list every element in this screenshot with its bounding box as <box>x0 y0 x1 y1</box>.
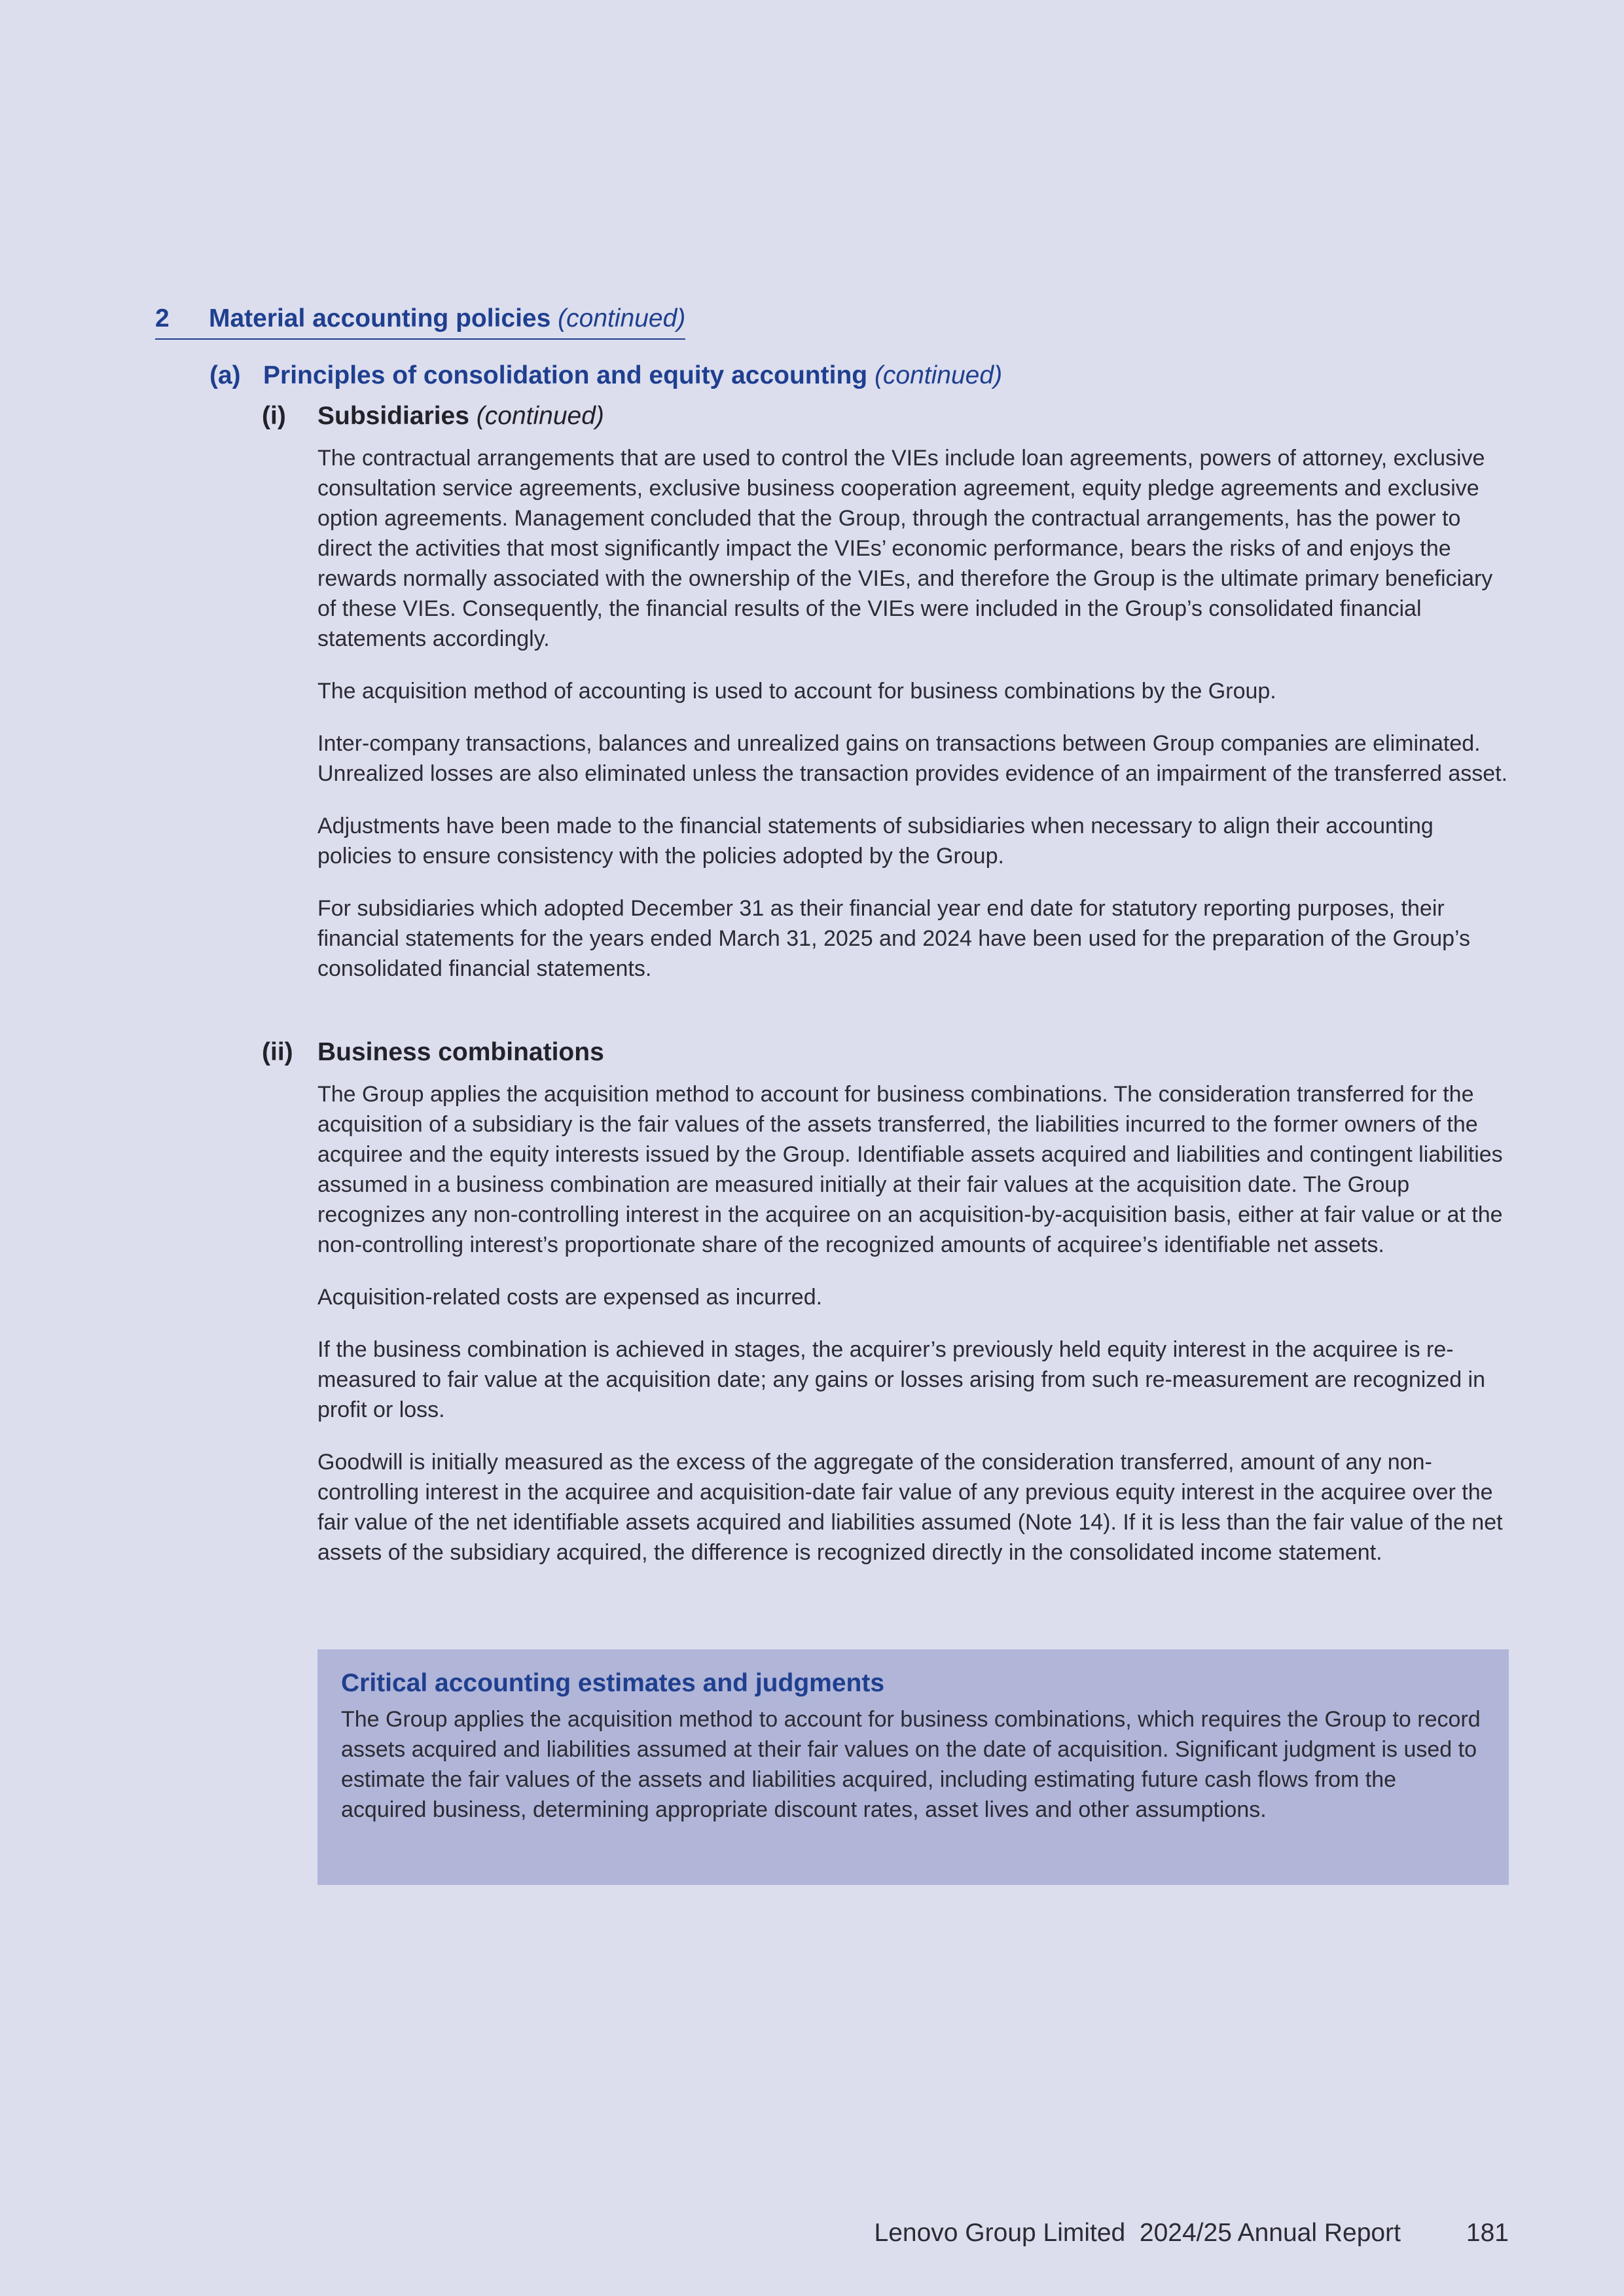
paragraph: Acquisition-related costs are expensed as incurred. <box>317 1285 823 1310</box>
section-title: Material accounting policies <box>209 304 551 332</box>
item-ii-body <box>317 1079 1509 1590</box>
item-ii-title: Business combinations <box>317 1038 604 1066</box>
item-i-label: (i) <box>262 402 286 430</box>
critical-estimates-box <box>317 1649 1509 1885</box>
item-i-title: Subsidiaries <box>317 402 469 430</box>
paragraph: Inter-company transactions, balances and unrealized gains on transactions between Group companies are eliminated. Unrealized losses are also eliminated unless the transaction provides evidence of an impairment of the transferred asset. <box>317 731 1508 786</box>
section-number: 2 <box>155 304 170 332</box>
page-number: 181 <box>1466 2219 1509 2247</box>
subsection-continued: (continued) <box>874 361 1003 389</box>
critical-box-text: The Group applies the acquisition method to account for business combinations, which requires the Group to record assets acquired and liabilities assumed at their fair values on the date of acquisition. Significant judgment is used to estimate the fair values of the assets and liabilities acquired, including estimating future cash flows from the acquired business, determining appropriate discount rates, asset lives and other assumptions. <box>341 1707 1481 1822</box>
paragraph: Adjustments have been made to the financial statements of subsidiaries when necessary to align their accounting policies to ensure consistency with the policies adopted by the Group. <box>317 814 1434 869</box>
paragraph: Goodwill is initially measured as the excess of the aggregate of the consideration transferred, amount of any non-controlling interest in the acquiree and acquisition-date fair value of any previous equity interest in the acquiree over the fair value of the net identifiable assets acquired and liabilities assumed (Note 14). If it is less than the fair value of the net assets of the subsidiary acquired, the difference is recognized directly in the consolidated income statement. <box>317 1450 1503 1565</box>
paragraph: The acquisition method of accounting is used to account for business combinations by the Group. <box>317 679 1276 704</box>
paragraph: For subsidiaries which adopted December 31 as their financial year end date for statutory reporting purposes, their financial statements for the years ended March 31, 2025 and 2024 have been used for the preparation of the Group’s consolidated financial statements. <box>317 896 1470 981</box>
paragraph: If the business combination is achieved in stages, the acquirer’s previously held equity interest in the acquiree is re-measured to fair value at the acquisition date; any gains or losses arising from such re-measurement are recognized in profit or loss. <box>317 1337 1486 1422</box>
item-i-continued: (continued) <box>476 402 604 430</box>
item-i-heading <box>262 402 604 431</box>
section-continued: (continued) <box>558 304 686 332</box>
critical-box-title: Critical accounting estimates and judgments <box>341 1669 885 1697</box>
subsection-heading <box>209 361 1002 390</box>
item-ii-label: (ii) <box>262 1038 293 1066</box>
subsection-label: (a) <box>209 361 241 389</box>
paragraph: The contractual arrangements that are used to control the VIEs include loan agreements, powers of attorney, exclusive consultation service agreements, exclusive business cooperation agreement, equity pledge agreements and exclusive option agreements. Management concluded that the Group, through the contractual arrangements, has the power to direct the activities that most significantly impact the VIEs’ economic performance, bears the risks of and enjoys the rewards normally associated with the ownership of the VIEs, and therefore the Group is the ultimate primary beneficiary of these VIEs. Consequently, the financial results of the VIEs were included in the Group’s consolidated financial statements accordingly. <box>317 446 1493 651</box>
section-heading <box>155 304 685 340</box>
paragraph: The Group applies the acquisition method to account for business combinations. The consideration transferred for the acquisition of a subsidiary is the fair values of the assets transferred, the liabilities incurred to the former owners of the acquiree and the equity interests issued by the Group. Identifiable assets acquired and liabilities and contingent liabilities assumed in a business combination are measured initially at their fair values at the acquisition date. The Group recognizes any non-controlling interest in the acquiree on an acquisition-by-acquisition basis, either at fair value or at the non-controlling interest’s proportionate share of the recognized amounts of acquiree’s identifiable net assets. <box>317 1082 1503 1257</box>
subsection-title: Principles of consolidation and equity accounting <box>263 361 868 389</box>
footer-report-title: Lenovo Group Limited 2024/25 Annual Report <box>874 2219 1401 2247</box>
page-footer <box>875 2219 1509 2248</box>
item-ii-heading <box>262 1038 604 1067</box>
item-i-body <box>317 443 1509 1006</box>
